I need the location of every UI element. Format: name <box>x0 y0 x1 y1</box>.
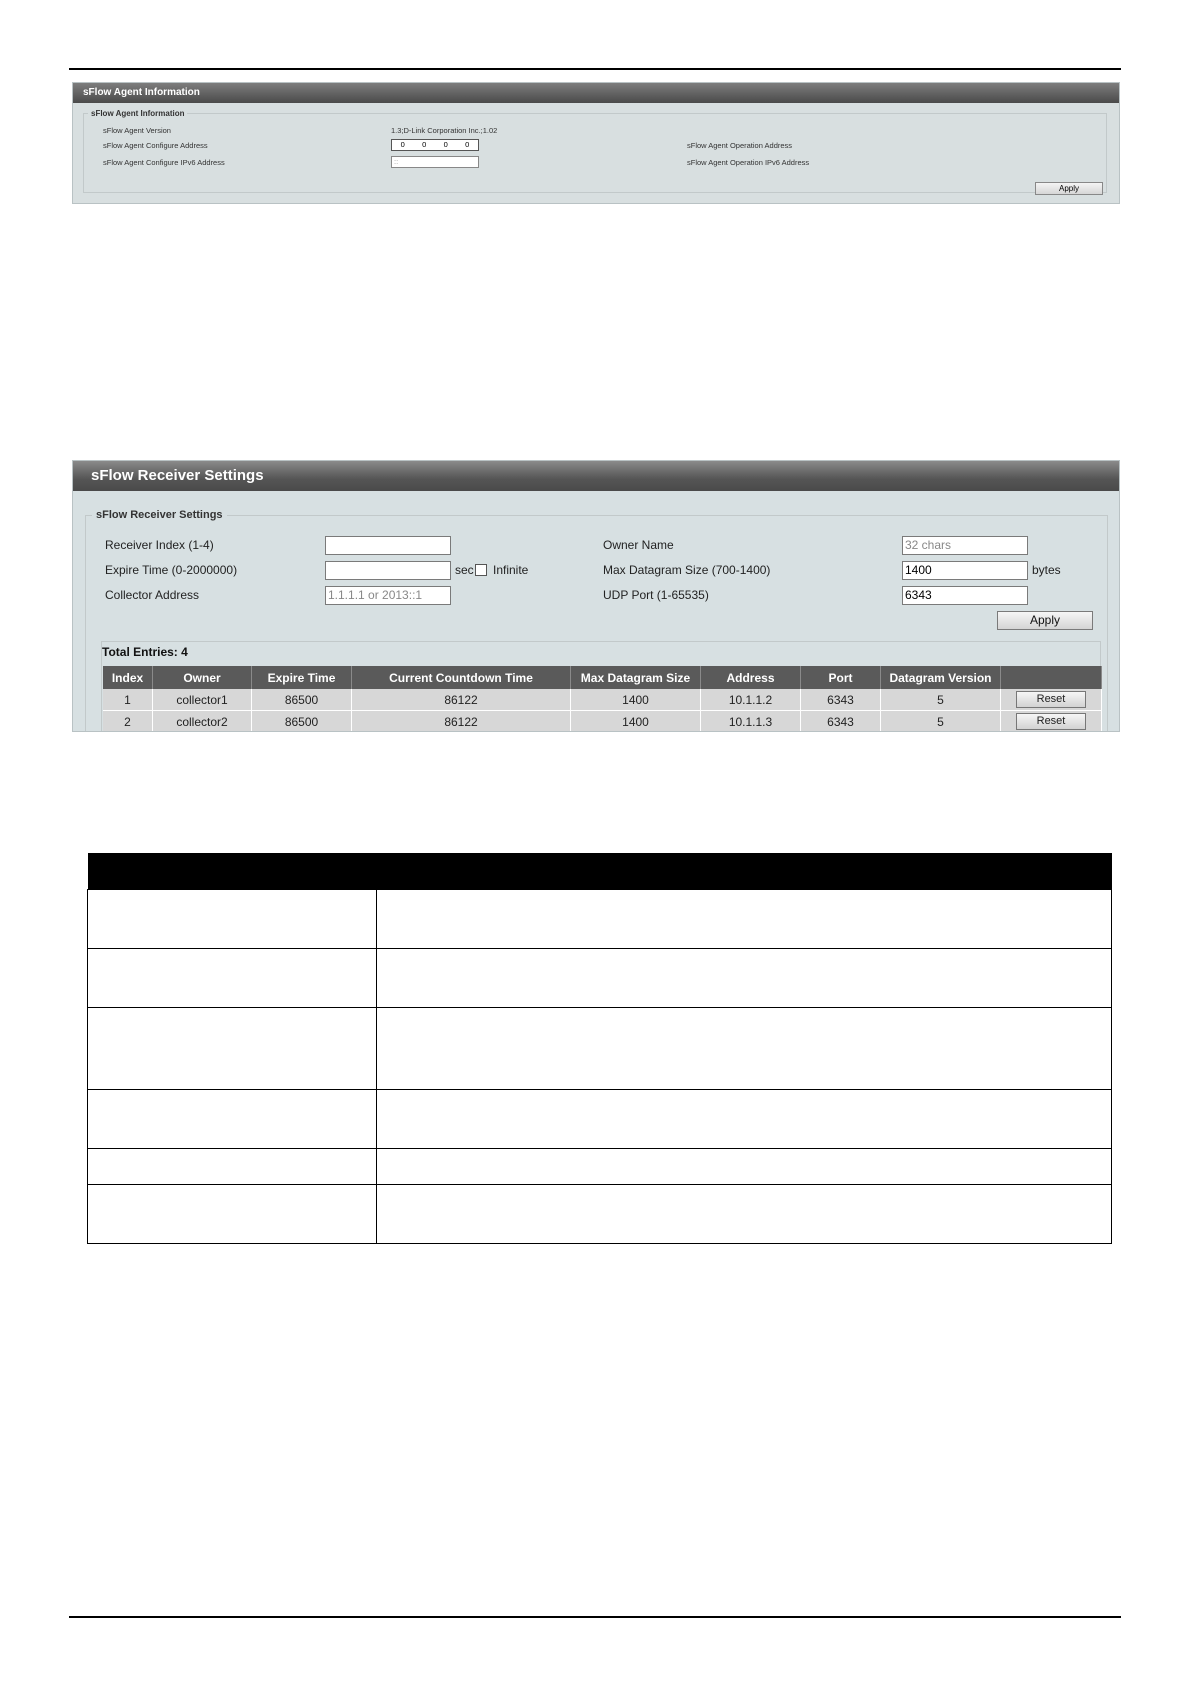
table-row <box>103 711 1102 733</box>
param-cell <box>88 1185 377 1244</box>
description-header-cell <box>377 853 1112 890</box>
param-row <box>88 1185 1112 1244</box>
col-port: Port <box>801 666 881 689</box>
parameter-description-table <box>87 853 1112 1244</box>
cell-owner: collector2 <box>153 711 252 733</box>
sec-label: sec <box>455 563 474 577</box>
receiver-table <box>103 666 1102 732</box>
expire-time-input[interactable] <box>325 561 451 580</box>
agent-version-label: sFlow Agent Version <box>103 126 171 135</box>
page-footer-rule <box>69 1616 1121 1618</box>
page-header-rule <box>69 68 1121 70</box>
cell-port: 6343 <box>801 689 881 711</box>
total-entries: Total Entries: 4 <box>102 645 188 659</box>
cell-countdown: 86122 <box>352 711 571 733</box>
sflow-agent-panel <box>72 82 1120 204</box>
description-cell <box>377 1008 1112 1090</box>
reset-button[interactable]: Reset <box>1016 713 1086 730</box>
udp-port-label: UDP Port (1-65535) <box>603 588 709 602</box>
param-header-cell <box>88 853 377 890</box>
cell-port: 6343 <box>801 711 881 733</box>
param-table-header <box>88 853 1112 890</box>
description-cell <box>377 1149 1112 1185</box>
cell-action <box>1001 711 1102 733</box>
param-cell <box>88 949 377 1008</box>
receiver-table-header <box>103 666 1102 689</box>
col-owner: Owner <box>153 666 252 689</box>
col-address: Address <box>701 666 801 689</box>
agent-config-address-label: sFlow Agent Configure Address <box>103 141 208 150</box>
description-cell <box>377 949 1112 1008</box>
agent-apply-button[interactable]: Apply <box>1035 182 1103 195</box>
agent-fieldset <box>83 109 1107 193</box>
cell-countdown: 86122 <box>352 689 571 711</box>
cell-address: 10.1.1.2 <box>701 689 801 711</box>
cell-expire: 86500 <box>252 689 352 711</box>
infinite-checkbox[interactable] <box>475 564 487 576</box>
cell-index: 2 <box>103 711 153 733</box>
col-datagram-version: Datagram Version <box>881 666 1001 689</box>
cell-owner: collector1 <box>153 689 252 711</box>
agent-config-ipv6-label: sFlow Agent Configure IPv6 Address <box>103 158 225 167</box>
agent-config-address-input[interactable] <box>391 139 479 151</box>
udp-port-input[interactable]: 6343 <box>902 586 1028 605</box>
ip-octet-3: 0 <box>443 140 448 149</box>
cell-version: 5 <box>881 689 1001 711</box>
ip-octet-4: 0 <box>465 140 470 149</box>
receiver-panel-title: sFlow Receiver Settings <box>73 461 1119 491</box>
owner-name-input[interactable]: 32 chars <box>902 536 1028 555</box>
param-row <box>88 949 1112 1008</box>
param-row <box>88 1090 1112 1149</box>
description-cell <box>377 890 1112 949</box>
collector-address-label: Collector Address <box>105 588 200 602</box>
agent-operation-address-label: sFlow Agent Operation Address <box>687 141 793 150</box>
bytes-label: bytes <box>1032 563 1061 577</box>
param-row <box>88 890 1112 949</box>
cell-action <box>1001 689 1102 711</box>
receiver-index-label: Receiver Index (1-4) <box>105 538 214 552</box>
cell-index: 1 <box>103 689 153 711</box>
expire-time-label: Expire Time (0-2000000) <box>105 563 238 577</box>
max-datagram-label: Max Datagram Size (700-1400) <box>603 563 771 577</box>
param-row <box>88 1008 1112 1090</box>
col-action <box>1001 666 1102 689</box>
cell-max-size: 1400 <box>571 689 701 711</box>
param-row <box>88 1149 1112 1185</box>
param-cell <box>88 1149 377 1185</box>
cell-max-size: 1400 <box>571 711 701 733</box>
param-cell <box>88 1008 377 1090</box>
agent-panel-title: sFlow Agent Information <box>73 83 1119 103</box>
owner-name-label: Owner Name <box>603 538 674 552</box>
description-cell <box>377 1185 1112 1244</box>
agent-config-ipv6-input[interactable]: :: <box>391 156 479 168</box>
description-cell <box>377 1090 1112 1149</box>
sflow-receiver-panel <box>72 460 1120 732</box>
col-expire-time: Expire Time <box>252 666 352 689</box>
receiver-apply-button[interactable]: Apply <box>997 611 1093 630</box>
col-countdown: Current Countdown Time <box>352 666 571 689</box>
cell-expire: 86500 <box>252 711 352 733</box>
param-cell <box>88 890 377 949</box>
receiver-legend: sFlow Receiver Settings <box>96 509 223 521</box>
col-index: Index <box>103 666 153 689</box>
agent-legend: sFlow Agent Information <box>91 109 185 118</box>
table-row <box>103 689 1102 711</box>
agent-version-value: 1.3;D-Link Corporation Inc.;1.02 <box>391 126 498 135</box>
col-max-datagram: Max Datagram Size <box>571 666 701 689</box>
receiver-index-input[interactable] <box>325 536 451 555</box>
ip-octet-1: 0 <box>400 140 405 149</box>
reset-button[interactable]: Reset <box>1016 691 1086 708</box>
param-cell <box>88 1090 377 1149</box>
cell-version: 5 <box>881 711 1001 733</box>
infinite-label: Infinite <box>493 563 529 577</box>
cell-address: 10.1.1.3 <box>701 711 801 733</box>
collector-address-input[interactable]: 1.1.1.1 or 2013::1 <box>325 586 451 605</box>
max-datagram-input[interactable]: 1400 <box>902 561 1028 580</box>
ip-octet-2: 0 <box>422 140 427 149</box>
agent-operation-ipv6-label: sFlow Agent Operation IPv6 Address <box>687 158 810 167</box>
